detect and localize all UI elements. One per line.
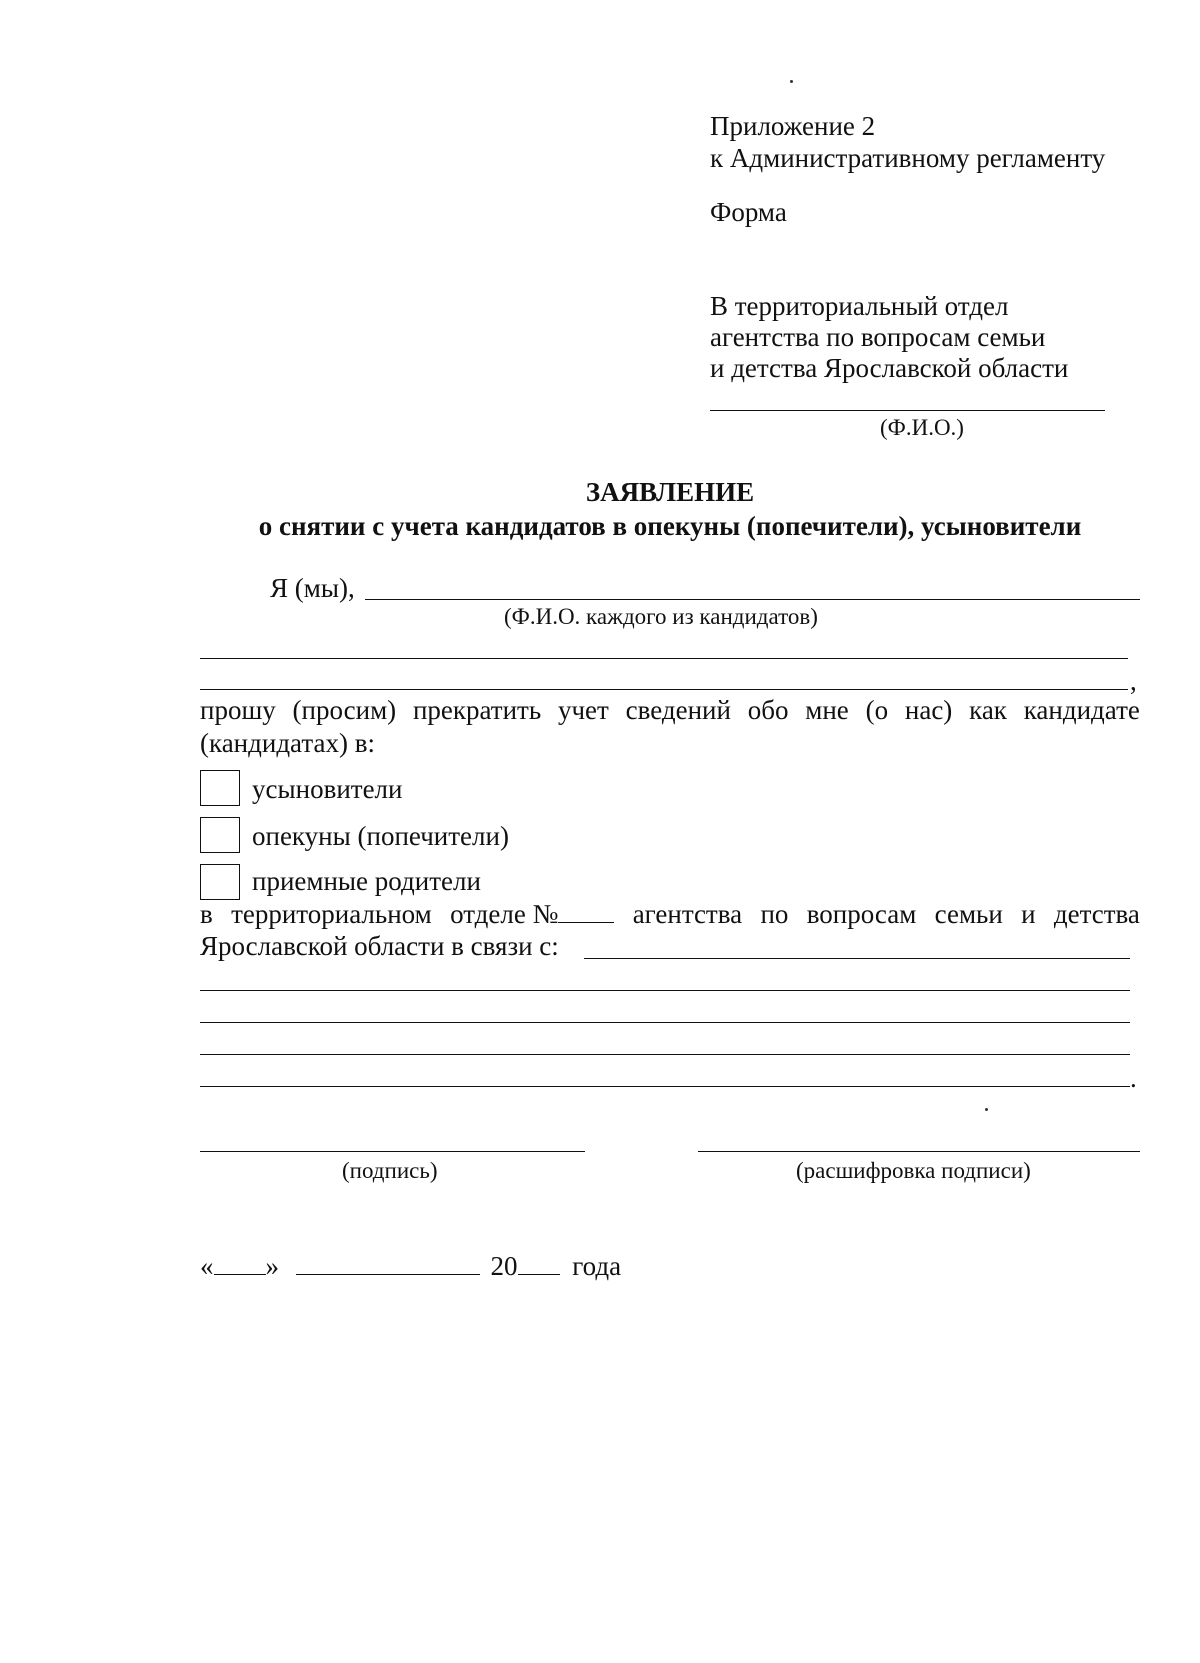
year-suffix: года <box>572 1251 622 1281</box>
request-line-2: (кандидатах) в: <box>200 728 375 758</box>
signature-caption: (подпись) <box>342 1158 438 1183</box>
we-prefix: Я (мы), <box>270 573 355 603</box>
reason-field-4[interactable] <box>200 1054 1130 1055</box>
dept-word: вопросам <box>806 899 917 929</box>
foster-parents-label: приемные родители <box>252 866 481 896</box>
request-word: прекратить <box>412 695 542 725</box>
year-prefix: 20 <box>490 1251 518 1281</box>
dept-word: детства <box>1053 899 1140 929</box>
addressee-line-3: и детства Ярославской области <box>710 353 1069 383</box>
month-field[interactable] <box>296 1250 480 1275</box>
candidates-fio-field[interactable] <box>365 599 1140 600</box>
candidates-fio-field-3[interactable] <box>200 689 1128 690</box>
dept-word: территориальном <box>231 899 432 929</box>
open-quote: « <box>200 1251 214 1281</box>
signature-decoding-field[interactable] <box>698 1151 1140 1152</box>
guardians-checkbox[interactable] <box>200 817 240 853</box>
request-word: обо <box>747 695 789 725</box>
department-number-field[interactable] <box>558 898 614 923</box>
reason-field-2[interactable] <box>200 990 1130 991</box>
reason-field-1[interactable] <box>584 958 1130 959</box>
regulation-label: к Административному регламенту <box>710 143 1106 173</box>
document-subtitle: о снятии с учета кандидатов в опекуны (попечители), усыновители <box>258 511 1082 541</box>
foster-parents-checkbox[interactable] <box>200 864 240 900</box>
year-field[interactable] <box>518 1250 560 1275</box>
number-sign: № <box>532 899 559 929</box>
close-quote: » <box>265 1251 279 1281</box>
request-word: мне <box>805 695 849 725</box>
reason-field-5[interactable] <box>200 1086 1130 1087</box>
dept-word: агентства <box>632 899 743 929</box>
dept-word: отделе <box>450 899 526 929</box>
request-word: прошу <box>200 695 276 725</box>
request-word: (о <box>865 695 889 725</box>
decoding-caption: (расшифровка подписи) <box>796 1158 1031 1183</box>
scan-speck <box>985 1108 988 1111</box>
request-line-1 <box>200 694 1140 726</box>
form-label: Форма <box>710 197 787 227</box>
request-word: кандидате <box>1023 695 1140 725</box>
appendix-label: Приложение 2 <box>710 111 876 141</box>
request-word: нас) <box>904 695 953 725</box>
dept-number-group <box>450 898 614 930</box>
candidates-caption: (Ф.И.О. каждого из кандидатов) <box>504 604 818 629</box>
addressee-line-2: агентства по вопросам семьи <box>710 322 1046 352</box>
day-field[interactable] <box>214 1250 266 1275</box>
reason-prefix: Ярославской области в связи с: <box>200 931 559 961</box>
dept-word: по <box>760 899 789 929</box>
document-title: ЗАЯВЛЕНИЕ <box>585 477 755 507</box>
dept-word: и <box>1021 899 1036 929</box>
reason-field-3[interactable] <box>200 1022 1130 1023</box>
applicant-fio-field[interactable] <box>710 410 1105 411</box>
request-word: как <box>969 695 1007 725</box>
date-line <box>200 1250 621 1282</box>
reason-period: . <box>1130 1063 1137 1093</box>
department-line <box>200 898 1140 930</box>
fio-caption: (Ф.И.О.) <box>880 415 964 440</box>
candidates-fio-field-2[interactable] <box>200 658 1128 659</box>
dept-word: семьи <box>934 899 1003 929</box>
scan-speck <box>790 80 793 83</box>
request-word: сведений <box>625 695 731 725</box>
adopters-checkbox[interactable] <box>200 770 240 806</box>
trailing-comma: , <box>1130 666 1137 696</box>
adopters-label: усыновители <box>252 774 403 804</box>
addressee-line-1: В территориальный отдел <box>710 291 1009 321</box>
request-word: учет <box>557 695 609 725</box>
dept-word: в <box>200 899 213 929</box>
signature-field[interactable] <box>200 1151 585 1152</box>
guardians-label: опекуны (попечители) <box>252 821 509 851</box>
request-word: (просим) <box>292 695 397 725</box>
